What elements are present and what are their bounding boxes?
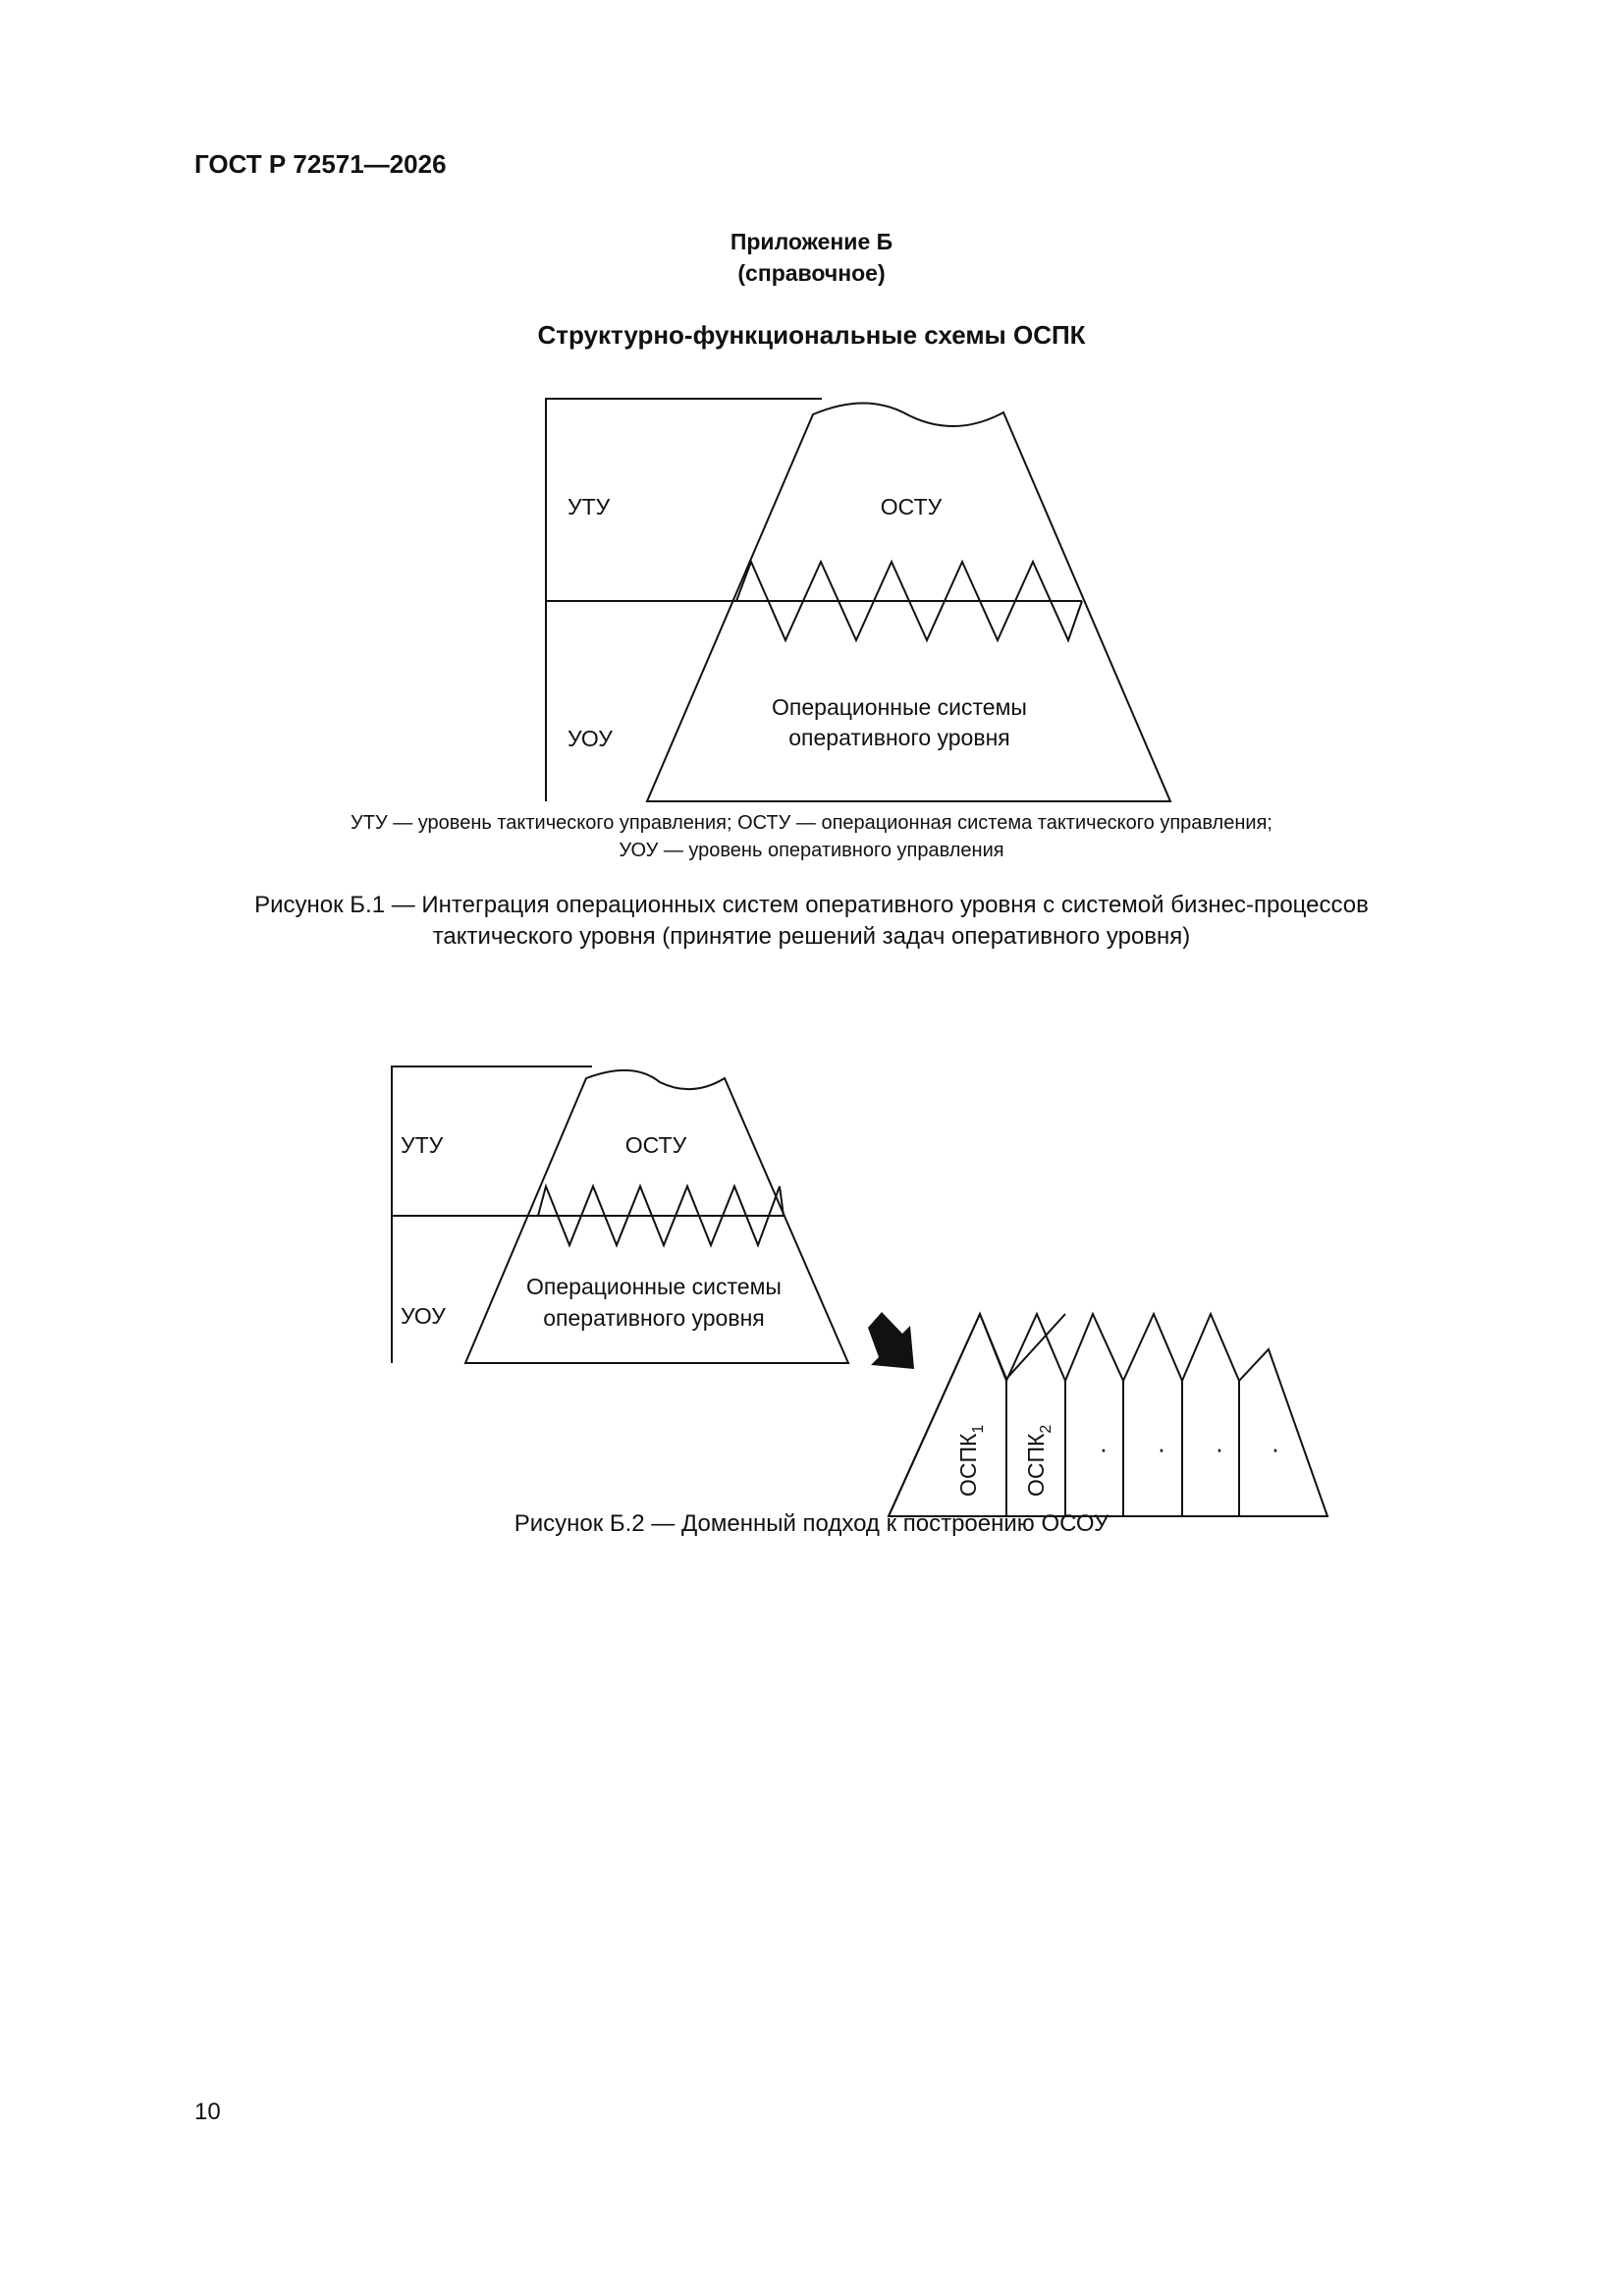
fig1-label-operational-level: УОУ — [568, 726, 613, 751]
legend-line-2: УОУ — уровень оперативного управления — [619, 840, 1004, 861]
domain-label-1-base: ОСПК — [955, 1433, 981, 1497]
fig1-label-tactical-level: УТУ — [568, 494, 611, 519]
figure-1-caption-line2: тактического уровня (принятие решений задач оперативного уровня) — [432, 923, 1191, 950]
figure-2-caption: Рисунок Б.2 — Доменный подход к построению ОСОУ — [514, 1510, 1109, 1537]
fig2-top-block-label: ОСТУ — [624, 1132, 687, 1158]
annex-status: (справочное) — [737, 260, 886, 286]
document-id: ГОСТ Р 72571—2026 — [194, 149, 447, 179]
figure-1-caption-line1: Рисунок Б.1 — Интеграция операционных систем оперативного уровня с системой бизнес-процессов — [254, 892, 1369, 918]
fig2-bottom-block-line2: оперативного уровня — [543, 1305, 765, 1331]
fig2-label-tactical-level: УТУ — [401, 1132, 444, 1158]
domain-placeholder-dot: · — [1271, 1434, 1280, 1463]
domain-label-1 — [955, 1425, 987, 1497]
fig1-bottom-block-line2: оперативного уровня — [788, 725, 1010, 750]
domain-label-2 — [1023, 1425, 1055, 1497]
section-title: Структурно-функциональные схемы ОСПК — [537, 320, 1086, 350]
domain-label-2-base: ОСПК — [1023, 1433, 1049, 1497]
domain-placeholder-dot: · — [1157, 1434, 1166, 1463]
fig1-bottom-block-line1: Операционные системы — [772, 694, 1027, 720]
fig2-bottom-block-line1: Операционные системы — [526, 1274, 782, 1299]
legend-line-1: УТУ — уровень тактического управления; ОСТУ — операционная система тактического управления; — [351, 812, 1272, 834]
domain-placeholder-dot: · — [1099, 1434, 1109, 1463]
fig1-top-block-label: ОСТУ — [880, 494, 943, 519]
page-number: 10 — [194, 2099, 221, 2125]
annex-number: Приложение Б — [730, 229, 893, 254]
domain-label-2-subscript: 2 — [1038, 1424, 1055, 1434]
domain-label-1-subscript: 1 — [970, 1424, 987, 1434]
domain-placeholder-dot: · — [1215, 1434, 1224, 1463]
fig2-label-operational-level: УОУ — [401, 1303, 446, 1329]
arrow-icon — [868, 1312, 914, 1369]
